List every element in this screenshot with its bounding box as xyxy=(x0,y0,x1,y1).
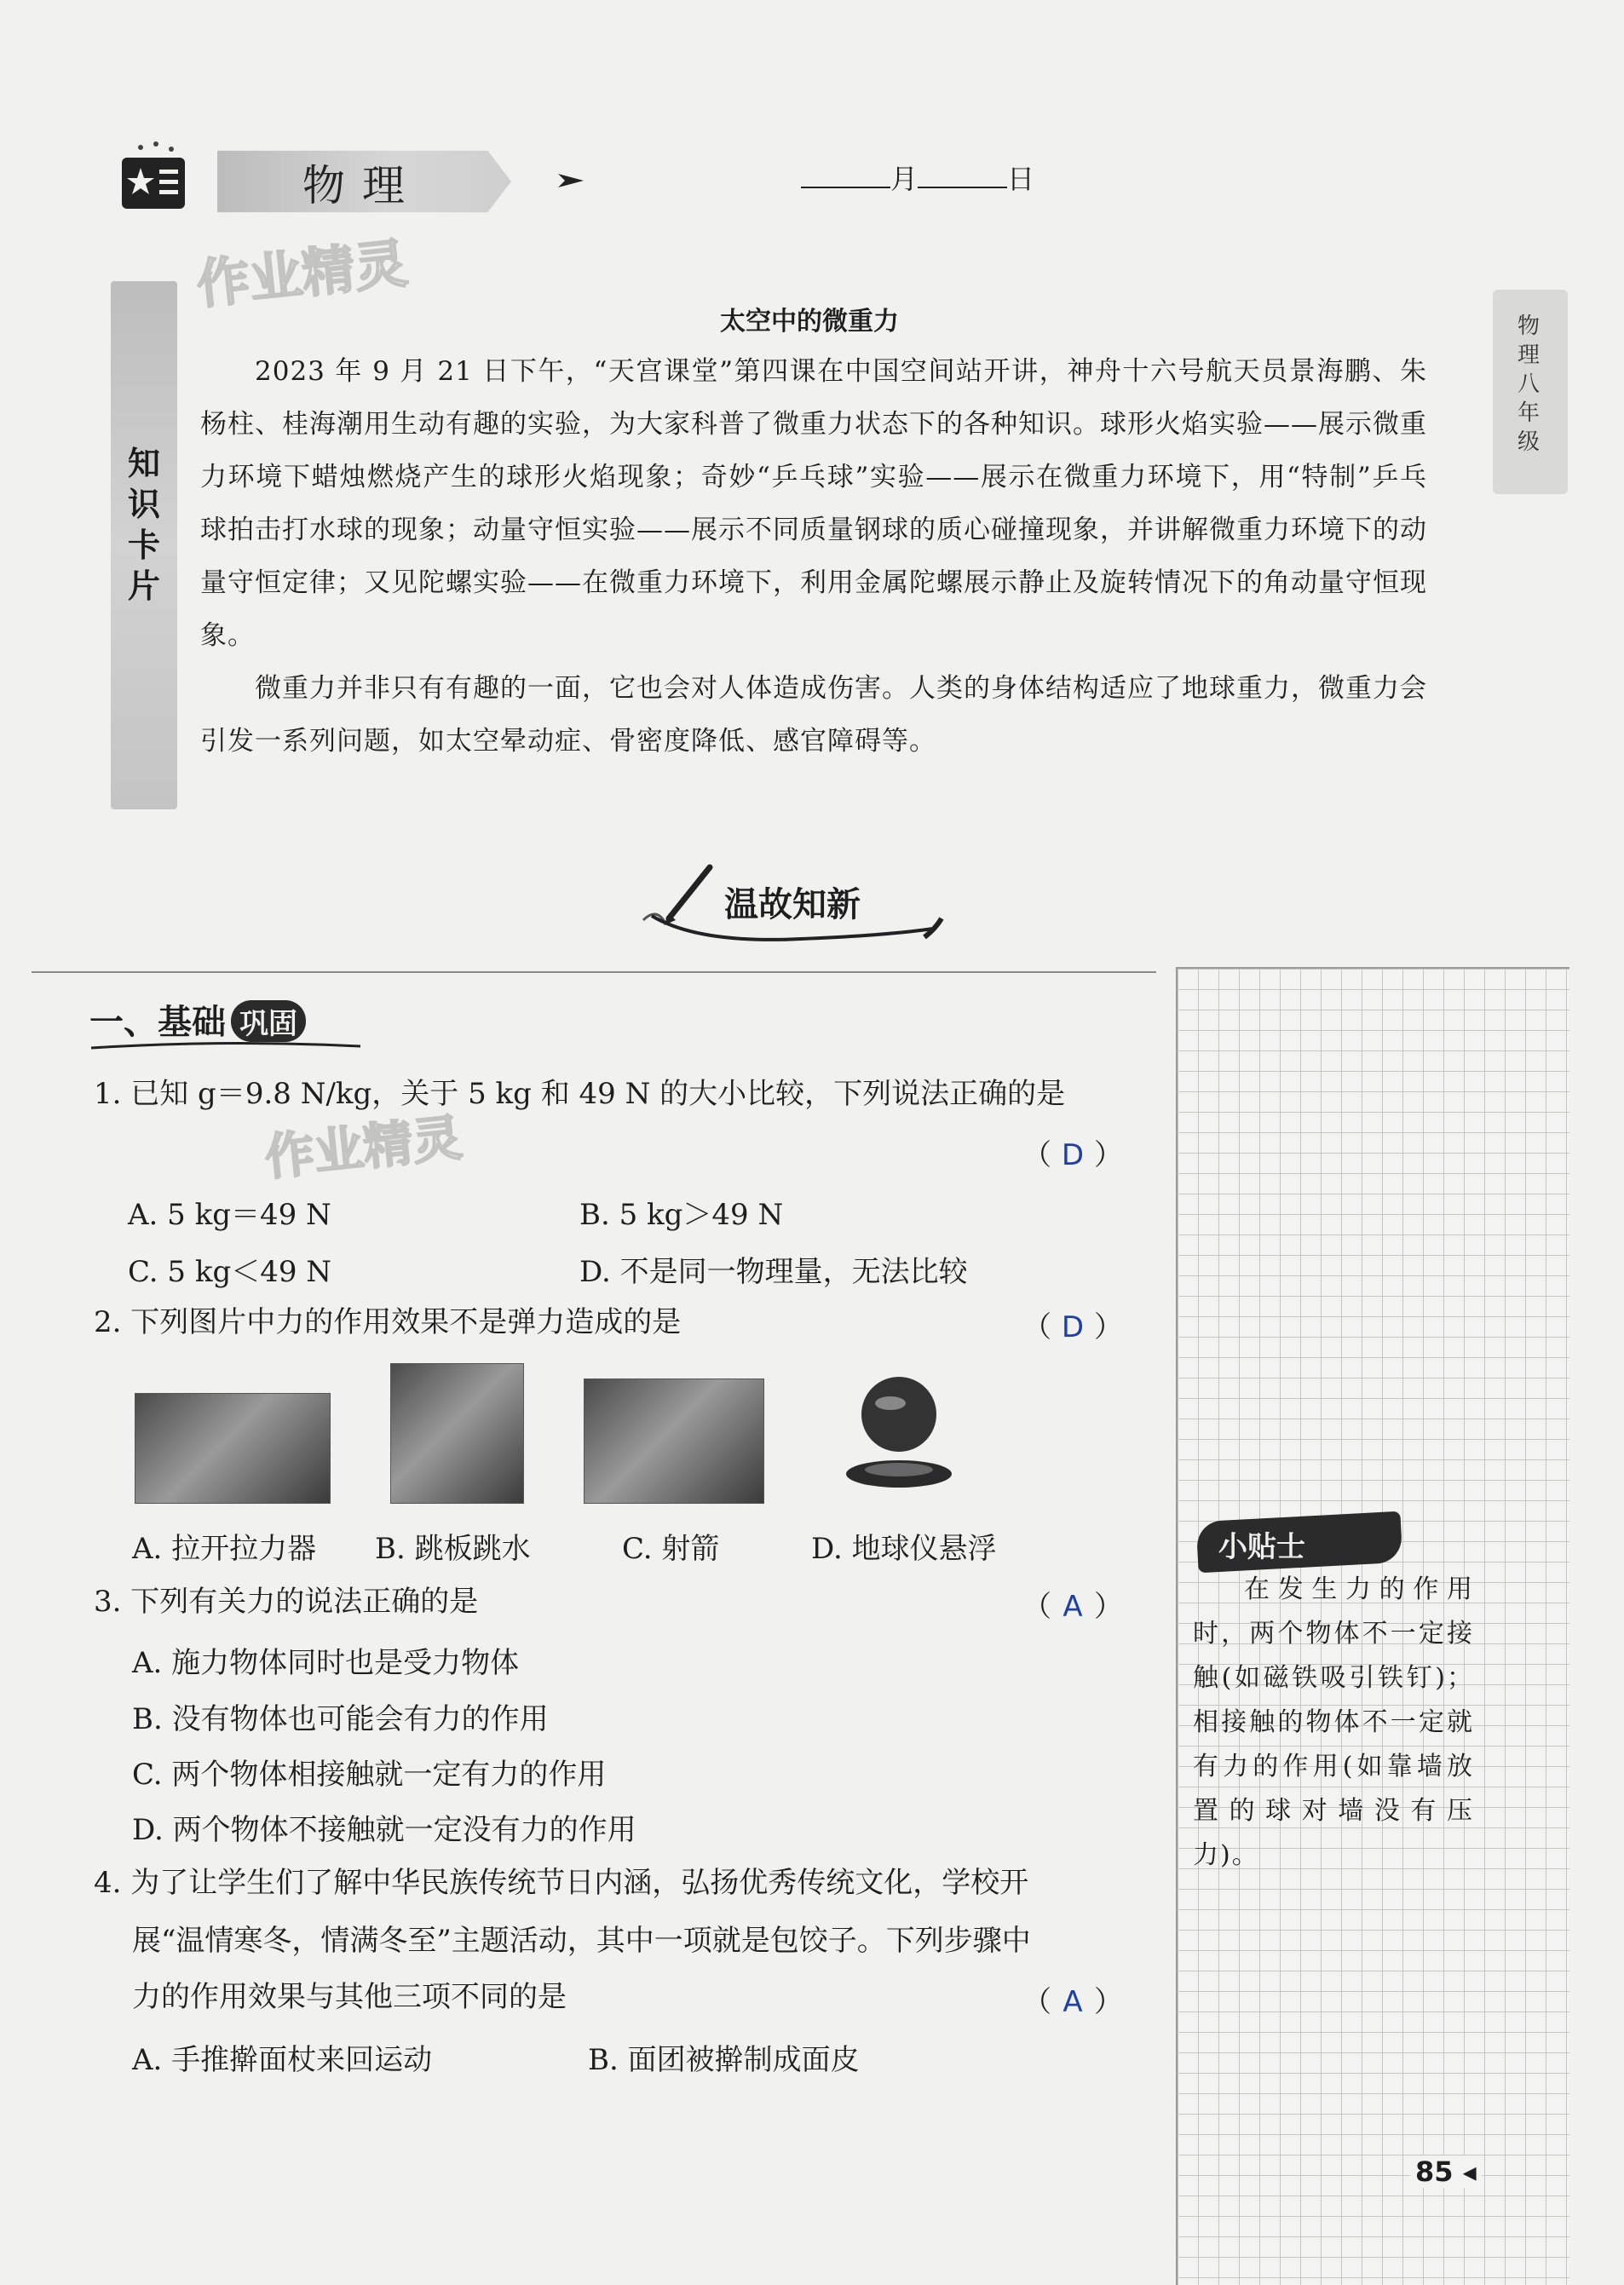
day-blank[interactable] xyxy=(918,163,1007,188)
q2-option-b[interactable]: B. 跳板跳水 xyxy=(375,1532,531,1566)
section-title xyxy=(89,995,306,1044)
tips-title: 小贴士 xyxy=(1218,1530,1305,1564)
q4-stem-line: 展“温情寒冬，情满冬至”主题活动，其中一项就是包饺子。下列步骤中 xyxy=(132,1924,1031,1958)
q4-stem-line: 力的作用效果与其他三项不同的是 xyxy=(132,1980,567,2014)
q3-answer[interactable]: A xyxy=(1063,1590,1083,1624)
review-heading: 温故知新 xyxy=(724,885,861,924)
q3-option-d[interactable]: D. 两个物体不接触就一定没有力的作用 xyxy=(132,1813,636,1847)
q4-answer-bracket: （ A ） xyxy=(1022,1985,1123,2019)
page-number: 85 ◂ xyxy=(1410,2155,1482,2188)
section-badge: 巩固 xyxy=(231,1000,306,1042)
q4-option-b[interactable]: B. 面团被擀制成面皮 xyxy=(588,2043,860,2077)
q3-answer-bracket: （ A ） xyxy=(1022,1590,1123,1624)
q1-answer[interactable]: D xyxy=(1061,1138,1085,1172)
q2-stem: 2. 下列图片中力的作用效果不是弹力造成的是 xyxy=(94,1305,682,1339)
photo-archery xyxy=(584,1378,764,1504)
tips-text: 在发生力的作用时，两个物体不一定接触(如磁铁吸引铁钉)；相接触的物体不一定就有力的作用(如靠墙放置的球对墙没有压力)。 xyxy=(1193,1574,1474,1870)
q4-stem-line: 4. 为了让学生们了解中华民族传统节日内涵，弘扬优秀传统文化，学校开 xyxy=(94,1866,1029,1900)
page-number-value: 85 xyxy=(1415,2155,1454,2188)
q2-answer[interactable]: D xyxy=(1061,1310,1085,1344)
photo-diving xyxy=(390,1363,524,1504)
q4-option-a[interactable]: A. 手推擀面杖来回运动 xyxy=(132,2043,433,2077)
q2-option-d[interactable]: D. 地球仪悬浮 xyxy=(811,1532,997,1566)
section-underline xyxy=(89,1038,362,1053)
heading-swoosh xyxy=(648,903,946,946)
knowledge-paragraph: 微重力并非只有有趣的一面，它也会对人体造成伤害。人类的身体结构适应了地球重力，微重力会引发一系列问题，如太空晕动症、骨密度降低、感官障碍等。 xyxy=(200,673,1427,757)
q1-stem: 1. 已知 g＝9.8 N/kg，关于 5 kg 和 49 N 的大小比较，下列说法正确的是 xyxy=(94,1077,1066,1111)
subject-title: 物理 xyxy=(302,161,422,210)
photo-chest-expander xyxy=(135,1393,331,1504)
watermark: 作业精灵 xyxy=(193,232,411,316)
q2-answer-bracket: （ D ） xyxy=(1022,1310,1123,1344)
main-panel-border xyxy=(32,971,1156,973)
knowledge-card-body xyxy=(200,345,1427,768)
q2-option-a[interactable]: A. 拉开拉力器 xyxy=(132,1532,317,1566)
knowledge-card-label xyxy=(111,281,177,809)
arrow-icon xyxy=(558,170,584,191)
q3-option-b[interactable]: B. 没有物体也可能会有力的作用 xyxy=(132,1702,549,1736)
knowledge-paragraph: 2023 年 9 月 21 日下午，“天宫课堂”第四课在中国空间站开讲，神舟十六号航天员景海鹏、朱杨柱、桂海潮用生动有趣的实验，为大家科普了微重力状态下的各种知识。球形火焰实验——展示微重力环境下蜡烛燃烧产生的球形火焰现象；奇妙“乒乓球”实验——展示在微重力环境下，用“特制”乒乓球拍击打水球的现象；动量守恒实验——展示不同质量钢球的质心碰撞现象，并讲解微重力环境下的动量守恒定律；又见陀螺实验——在微重力环境下，利用金属陀螺展示静止及旋转情况下的角动量守恒现象。 xyxy=(200,356,1427,651)
grade-side-tab xyxy=(1493,290,1568,494)
month-blank[interactable] xyxy=(801,163,890,188)
section-title-text: 一、基础 xyxy=(89,1003,226,1042)
q1-option-d[interactable]: D. 不是同一物理量，无法比较 xyxy=(579,1255,968,1289)
q1-answer-bracket: （ D ） xyxy=(1022,1138,1123,1172)
watermark: 作业精灵 xyxy=(262,1108,465,1187)
book-star-icon xyxy=(115,141,192,213)
q1-option-b[interactable]: B. 5 kg＞49 N xyxy=(579,1198,784,1232)
month-label: 月 xyxy=(890,163,919,195)
side-tab-label: 物理 八年级 xyxy=(1517,314,1540,455)
q1-option-a[interactable]: A. 5 kg＝49 N xyxy=(128,1198,331,1232)
photo-floating-globe xyxy=(844,1367,954,1495)
knowledge-card-label-text: 知识卡片 xyxy=(127,445,160,605)
q3-option-a[interactable]: A. 施力物体同时也是受力物体 xyxy=(132,1646,520,1680)
q4-answer[interactable]: A xyxy=(1063,1985,1083,2019)
knowledge-card-title: 太空中的微重力 xyxy=(720,307,899,337)
q2-option-c[interactable]: C. 射箭 xyxy=(622,1532,720,1566)
q3-stem: 3. 下列有关力的说法正确的是 xyxy=(94,1585,479,1619)
date-line xyxy=(801,158,1034,197)
q3-option-c[interactable]: C. 两个物体相接触就一定有力的作用 xyxy=(132,1758,607,1792)
q1-option-c[interactable]: C. 5 kg＜49 N xyxy=(128,1255,332,1289)
day-label: 日 xyxy=(1007,163,1035,195)
